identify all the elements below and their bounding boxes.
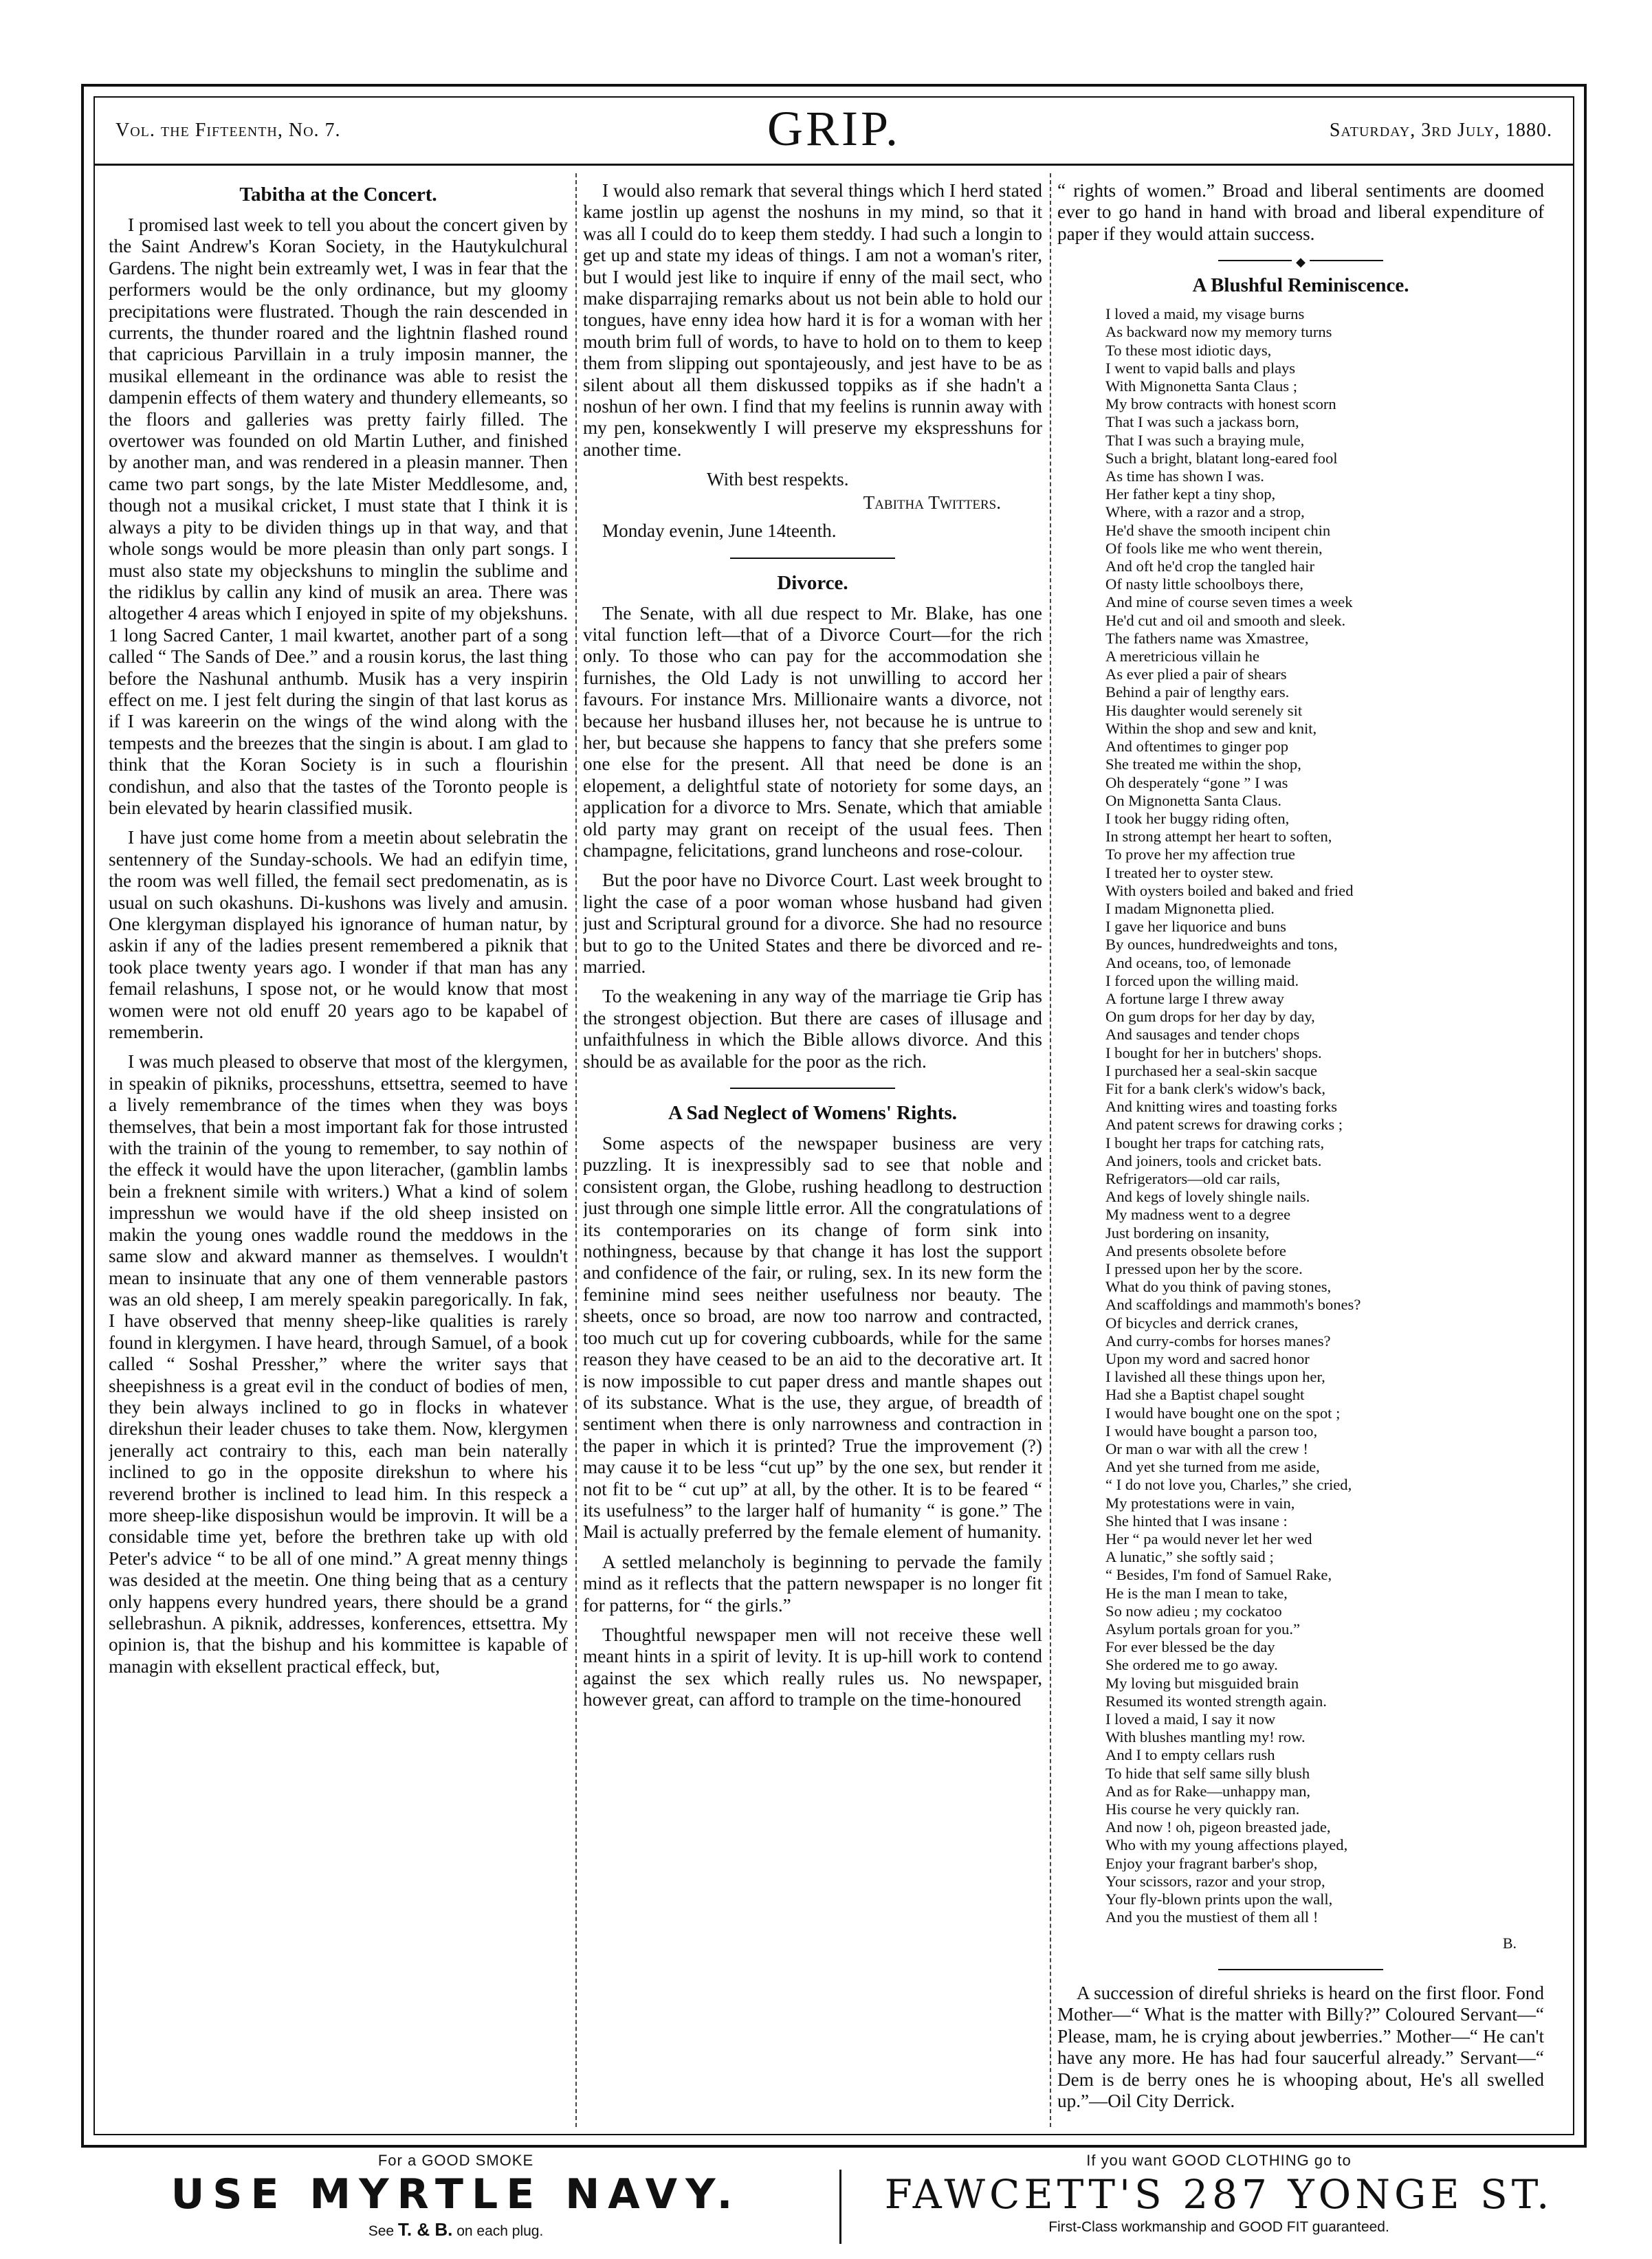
letter-signature: Tabitha Twitters. xyxy=(863,492,1001,513)
poem-line: Where, with a razor and a strop, xyxy=(1105,503,1305,521)
section-divider xyxy=(730,558,895,559)
poem-heading: A Blushful Reminiscence. xyxy=(1192,274,1409,297)
poem-line: By ounces, hundredweights and tons, xyxy=(1105,936,1338,954)
volume-number: Vol. the Fifteenth, No. 7. xyxy=(115,120,341,141)
poem-line: Within the shop and sew and knit, xyxy=(1105,719,1317,737)
poem-line: I madam Mignonetta plied. xyxy=(1105,899,1275,917)
section-divider xyxy=(1218,260,1383,261)
poem-line: Her father kept a tiny shop, xyxy=(1105,485,1276,503)
poem-line: I bought her traps for catching rats, xyxy=(1105,1134,1325,1151)
poem-line: Who with my young affections played, xyxy=(1105,1836,1348,1854)
poem-line: I took her buggy riding often, xyxy=(1105,809,1290,827)
poem-line: I pressed upon her by the score. xyxy=(1105,1259,1303,1277)
poem-line: And you the mustiest of them all ! xyxy=(1105,1908,1319,1926)
poem-line: Of fools like me who went therein, xyxy=(1105,539,1323,557)
poem-line: “ Besides, I'm fond of Samuel Rake, xyxy=(1105,1566,1332,1584)
poem-line: And I to empty cellars rush xyxy=(1105,1746,1275,1764)
column-rule xyxy=(1050,173,1051,2127)
poem-line: That I was such a jackass born, xyxy=(1105,413,1299,431)
article-paragraph: To the weakening in any way of the marriage tie Grip has the strongest objection. But there are cases of illusage and unfaithfulness in which the Bible allows divorce. And this should be as available for the poor as the rich. xyxy=(583,986,1042,1072)
poem-line: For ever blessed be the day xyxy=(1105,1638,1275,1656)
poem-line: With blushes mantling my! row. xyxy=(1105,1728,1306,1746)
poem-line: Refrigerators—old car rails, xyxy=(1105,1169,1281,1187)
ad-headline: USE MYRTLE NAVY. xyxy=(170,2170,741,2218)
poem-line: Oh desperately “gone ” I was xyxy=(1105,773,1288,791)
poem-line: And knitting wires and toasting forks xyxy=(1105,1098,1337,1116)
article-paragraph: Some aspects of the newspaper business are very puzzling. It is inexpressibly sad to see that noble and consistent organ, the Globe, rushing headlong to destruction just through one simple little error. All the congratulations of its contemporaries on its change of form sink into nothingness, because by that change it has lost the support and confidence of the fair, or ruling, sex. In its new form the feminine mind sees neither usefulness nor beauty. The sheets, once so broad, are now too narrow and contracted, too much cut up for covering cubboards, while for the same reason they have ceased to be an aid to the decorative art. It is now impossible to cut paper dress and mantle shapes out of its substance. What is the use, they argue, of breadth of sentiment when there is only narrowness and contraction in the paper in which it is printed? True the improvement (?) may cause it to be less “cut up” by the one sex, but render it not fit to be “ cut up” at all, by the other. It is to be feared “ its usefulness” to the larger half of humanity “ is gone.” The Mail is actually preferred by the female element of humanity. xyxy=(583,1133,1042,1543)
poem-line: In strong attempt her heart to soften, xyxy=(1105,828,1332,846)
poem-line: I bought for her in butchers' shops. xyxy=(1105,1044,1322,1061)
poem-line: And oft he'd crop the tangled hair xyxy=(1105,558,1314,575)
poem-line: Your fly-blown prints upon the wall, xyxy=(1105,1891,1333,1908)
poem-line: Of nasty little schoolboys there, xyxy=(1105,575,1304,593)
poem-line: And presents obsolete before xyxy=(1105,1242,1286,1259)
poem-line: And now ! oh, pigeon breasted jade, xyxy=(1105,1818,1331,1836)
poem-line: I treated her to oyster stew. xyxy=(1105,863,1274,881)
poem-signature: B. xyxy=(1502,1934,1517,1952)
ad-note: First-Class workmanship and GOOD FIT guaranteed. xyxy=(1048,2219,1389,2235)
poem-line: He'd shave the smooth incipent chin xyxy=(1105,521,1331,539)
article-paragraph: Thoughtful newspaper men will not receive these well meant hints in a spirit of levity. It is up-hill work to contend against the sex which really rules us. No newspaper, however great, can afford to trample on the time-honoured xyxy=(583,1624,1042,1710)
poem-line: As ever plied a pair of shears xyxy=(1105,665,1287,683)
poem-line: A lunatic,” she softly said ; xyxy=(1105,1548,1274,1566)
poem-line: My loving but misguided brain xyxy=(1105,1674,1299,1692)
article-heading: Divorce. xyxy=(777,571,848,594)
poem-line: I lavished all these things upon her, xyxy=(1105,1368,1325,1386)
newspaper-title: GRIP. xyxy=(767,101,901,156)
poem-line: To hide that self same silly blush xyxy=(1105,1764,1310,1782)
article-heading: Tabitha at the Concert. xyxy=(239,184,437,206)
poem-line: I loved a maid, my visage burns xyxy=(1105,305,1305,323)
poem-line: As backward now my memory turns xyxy=(1105,323,1332,341)
poem-line: Of bicycles and derrick cranes, xyxy=(1105,1314,1299,1332)
column-rule xyxy=(575,173,577,2127)
poem-line: What do you think of paving stones, xyxy=(1105,1278,1332,1296)
poem-line: He is the man I mean to take, xyxy=(1105,1584,1288,1602)
article-paragraph: I have just come home from a meetin about selebratin the sentennery of the Sunday-schools. We had an edifyin time, the room was well filled, the femail sect predomenatin, as is usual on such okashuns. Di-kushons was lively and amusin. One klergyman displayed his ignorance of human natur, by askin if any of the ladies present remembered a piknik that took place twenty years ago. I wonder if that man has any femail relashuns, I spose not, or he would know that most women were not old enuff 20 years ago to be kapabel of rememberin. xyxy=(109,827,568,1043)
poem-line: Behind a pair of lengthy ears. xyxy=(1105,683,1290,701)
poem-line: On Mignonetta Santa Claus. xyxy=(1105,791,1282,809)
article-paragraph: I was much pleased to observe that most of the klergymen, in speakin of pikniks, processhuns, ettsettra, seemed to have a lively remembrance of the times when they was boys themselves, that bein a most important fak for those intrusted with the trainin of the young to remember, to say nothin of the effeck it would have the upon literacher, (gamblin lambs bein a freknent simile with writers.) What a kind of solem impresshun we would have if the old sheep insisted on makin the young ones waddle round the meddows in the same slow and akward manner as themselves. I wouldn't mean to insinuate that any one of them vennerable pastors was an old sheep, I am merely speakin paregorically. In fak, I have observed that menny sheep-like qualities is rarely found in klergymen. I have heard, through Samuel, of a book called “ Soshal Pressher,” where the writer says that sheepishness is a great evil in the conduct of bodies of men, they bein always inclined to go in flocks in whatever direkshun their leader chuses to take them. Now, klergymen jenerally act contrairy to this, each man bein naterally inclined to go in the opposite direkshun to where his reverend brother is inclined to lead him. In this respeck a more sheep-like disposishun would be improvin. It will be a considable time yet, before the brethren take up with old Peter's advice “ to be all of one mind.” A great menny things was desided at the meetin. One thing being that as a century only happens every hundred years, there should be a grand sellebrashun. A piknik, addresses, konferences, ettsettra. My opinion is, that the bishup and his kommittee is kapable of managin with eksellent practical effeck, but, xyxy=(109,1051,568,1677)
fawcett-clothing-ad xyxy=(851,2152,1587,2236)
advertisement-footer xyxy=(81,2152,1587,2255)
column-1 xyxy=(109,180,568,2126)
poem-line: Her “ pa would never let her wed xyxy=(1105,1530,1312,1548)
poem-line: She hinted that I was insane : xyxy=(1105,1512,1288,1530)
poem-line: And yet she turned from me aside, xyxy=(1105,1458,1320,1476)
section-divider xyxy=(1218,1969,1383,1970)
myrtle-navy-ad xyxy=(81,2152,830,2240)
poem-line: Asylum portals groan for you.” xyxy=(1105,1620,1300,1638)
poem-line: Or man o war with all the crew ! xyxy=(1105,1440,1308,1458)
poem-line: My protestations were in vain, xyxy=(1105,1494,1295,1512)
poem-line: And oftentimes to ginger pop xyxy=(1105,738,1289,756)
poem-line: My brow contracts with honest scorn xyxy=(1105,395,1336,413)
poem-line: And mine of course seven times a week xyxy=(1105,593,1353,611)
poem-line: The fathers name was Xmastree, xyxy=(1105,629,1309,647)
poem-line: That I was such a braying mule, xyxy=(1105,431,1305,449)
poem-line: Had she a Baptist chapel sought xyxy=(1105,1386,1305,1404)
poem-line: I gave her liquorice and buns xyxy=(1105,918,1286,936)
poem-line: My madness went to a degree xyxy=(1105,1206,1291,1224)
ad-headline: FAWCETT'S 287 YONGE ST. xyxy=(884,2171,1554,2218)
letter-dateline: Monday evenin, June 14teenth. xyxy=(602,520,837,542)
column-2 xyxy=(583,180,1042,2126)
poem-line: Upon my word and sacred honor xyxy=(1105,1350,1310,1367)
poem-line: To prove her my affection true xyxy=(1105,846,1295,863)
poem-line: And joiners, tools and cricket bats. xyxy=(1105,1151,1322,1169)
poem-line: Enjoy your fragrant barber's shop, xyxy=(1105,1854,1318,1872)
poem-line: As time has shown I was. xyxy=(1105,467,1264,485)
poem-line: To these most idiotic days, xyxy=(1105,341,1272,359)
article-paragraph: I promised last week to tell you about the concert given by the Saint Andrew's Koran Society, in the Hautykulchural Gardens. The night bein extreamly wet, I was in fear that the performers would be the only ordinance, but my gloomy precipitations were flustrated. Though the rain descended in currents, the thunder roared and the lightnin flashed round that capricious Parvillain in a truly imposin manner, the musikal ellemeant in the ordinance was able to resist the dampenin effects of them watery and thundery ellemeants, so the floors and galleries was pretty fairly filled. The overtower was founded on old Martin Luther, and finished by another man, and was rendered in a pleasin manner. Then came two part songs, by the late Mister Meddlesome, and, though not a musikal cricket, I must state that I think it is always a pity to be dividen things up in that way, and that whole songs would be more pleasin than only part songs. I must also state my objeckshuns to minglin the sublime and the ridiklus by callin any kind of musik an area. There was altogether 4 areas which I enjoyed in spite of my objekshuns. 1 long Sacred Canter, 1 mail kwartet, another part of a song called “ The Sands of Dee.” and a rousin korus, the last thing before the Nashunal anthumb. Musik has a very inspirin effect on me. I jest felt during the singin of that last korus as if I was kareerin on the wings of the wind along with the tempests and the breezes that the singin is about. I am glad to think that the Koran Society is in such a flourishin condishun, and also that the tastes of the Toronto people is bein elevated by hearin classified musik. xyxy=(109,214,568,818)
poem-line: I would have bought one on the spot ; xyxy=(1105,1404,1341,1422)
anecdote-paragraph: A succession of direful shrieks is heard on the first floor. Fond Mother—“ What is the matter with Billy?” Coloured Servant—“ Please, mam, he is crying about jewberries.” Mother—“ He can't have any more. He has had four saucerful already.” Servant—“ Dem is de berry ones he is whooping about, He's all swelled up.”—Oil City Derrick. xyxy=(1057,1982,1544,2111)
article-paragraph: I would also remark that several things which I herd stated kame jostlin up agenst the noshuns in my mind, so that it was all I could do to keep them steddy. I had such a longin to get up and state my ideas of things. I am not a woman's riter, but I would jest like to inquire if enny of the mail sect, who make disparrajing remarks about us not bein able to hold our tongues, have enny idea how hard it is for a woman with her mouth brim full of words, to have to hold on to them to keep them from slipping out spontajeously, and jest have to be as silent about all them diskussed toppiks as if she hadn't a noshun of her own. I find that my feelins is runnin away with my pen, konsekwently I will preserve my ekspresshuns for another time. xyxy=(583,180,1042,460)
poem-line: With oysters boiled and baked and fried xyxy=(1105,881,1354,899)
ad-tagline: If you want GOOD CLOTHING go to xyxy=(1086,2152,1352,2169)
poem-line: Your scissors, razor and your strop, xyxy=(1105,1872,1325,1890)
letter-closing: With best respekts. xyxy=(707,469,849,490)
article-paragraph: A settled melancholy is beginning to pervade the family mind as it reflects that the pattern newspaper is no longer fit for patterns, for “ the girls.” xyxy=(583,1551,1042,1616)
poem-line: He'd cut and oil and smooth and sleek. xyxy=(1105,611,1346,629)
article-heading: A Sad Neglect of Womens' Rights. xyxy=(668,1102,957,1125)
poem-line: On gum drops for her day by day, xyxy=(1105,1008,1315,1026)
poem-line: And patent screws for drawing corks ; xyxy=(1105,1116,1343,1134)
page-frame xyxy=(81,84,1587,2148)
column-3 xyxy=(1057,180,1544,2126)
article-paragraph: The Senate, with all due respect to Mr. Blake, has one vital function left—that of a Divorce Court—for the rich only. To those who can pay for the accommodation she furnishes, the Old Lady is not unwilling to accord her favours. For instance Mrs. Millionaire wants a divorce, not because her husband illuses her, not because he is untrue to her, but because she happens to fancy that she prefers some one else for the present. All that need be done is an elopement, a delightful state of notoriety for some days, an application for a divorce to Mrs. Senate, which that amiable old party may grant on receipt of the usual fees. Then champagne, felicitations, grand luncheons and rose-colour. xyxy=(583,602,1042,861)
poem-line: She treated me within the shop, xyxy=(1105,756,1301,773)
poem-line: I would have bought a parson too, xyxy=(1105,1422,1318,1440)
poem-line: She ordered me to go away. xyxy=(1105,1656,1278,1674)
ad-tagline: For a GOOD SMOKE xyxy=(377,2152,534,2169)
poem-line: And kegs of lovely shingle nails. xyxy=(1105,1188,1310,1206)
article-paragraph: “ rights of women.” Broad and liberal sentiments are doomed ever to go hand in hand with broad and liberal expenditure of paper if they would attain success. xyxy=(1057,180,1544,244)
poem-line: And as for Rake—unhappy man, xyxy=(1105,1782,1311,1800)
poem-line: I loved a maid, I say it now xyxy=(1105,1710,1276,1728)
poem-line: “ I do not love you, Charles,” she cried, xyxy=(1105,1476,1352,1494)
poem-line: So now adieu ; my cockatoo xyxy=(1105,1602,1282,1620)
poem-line: Such a bright, blatant long-eared fool xyxy=(1105,449,1338,467)
poem-line: And scaffoldings and mammoth's bones? xyxy=(1105,1296,1361,1314)
poem-line: A meretricious villain he xyxy=(1105,648,1259,665)
poem-line: A fortune large I threw away xyxy=(1105,989,1284,1007)
poem-line: With Mignonetta Santa Claus ; xyxy=(1105,377,1297,395)
page-border xyxy=(93,96,1574,2135)
poem-line: His daughter would serenely sit xyxy=(1105,701,1303,719)
poem-line: And oceans, too, of lemonade xyxy=(1105,954,1291,971)
poem-line: His course he very quickly ran. xyxy=(1105,1800,1300,1818)
poem-line: I forced upon the willing maid. xyxy=(1105,971,1299,989)
poem-line: I purchased her a seal-skin sacque xyxy=(1105,1061,1318,1079)
poem-line: And curry-combs for horses manes? xyxy=(1105,1332,1331,1349)
issue-date: Saturday, 3rd July, 1880. xyxy=(1329,120,1552,141)
poem-line: Resumed its wonted strength again. xyxy=(1105,1692,1327,1710)
poem-line: I went to vapid balls and plays xyxy=(1105,359,1296,377)
ad-note: See T. & B. on each plug. xyxy=(368,2219,544,2240)
section-divider xyxy=(730,1088,895,1089)
masthead xyxy=(95,98,1573,166)
poem-line: And sausages and tender chops xyxy=(1105,1026,1300,1044)
poem-line: Fit for a bank clerk's widow's back, xyxy=(1105,1079,1325,1097)
article-paragraph: But the poor have no Divorce Court. Last week brought to light the case of a poor woman whose husband had given just and Scriptural ground for a divorce. She had no resource but to go to the United States and there be divorced and re-married. xyxy=(583,870,1042,977)
poem-line: Just bordering on insanity, xyxy=(1105,1224,1270,1242)
poem xyxy=(1057,305,1544,1926)
ad-divider xyxy=(839,2170,841,2244)
